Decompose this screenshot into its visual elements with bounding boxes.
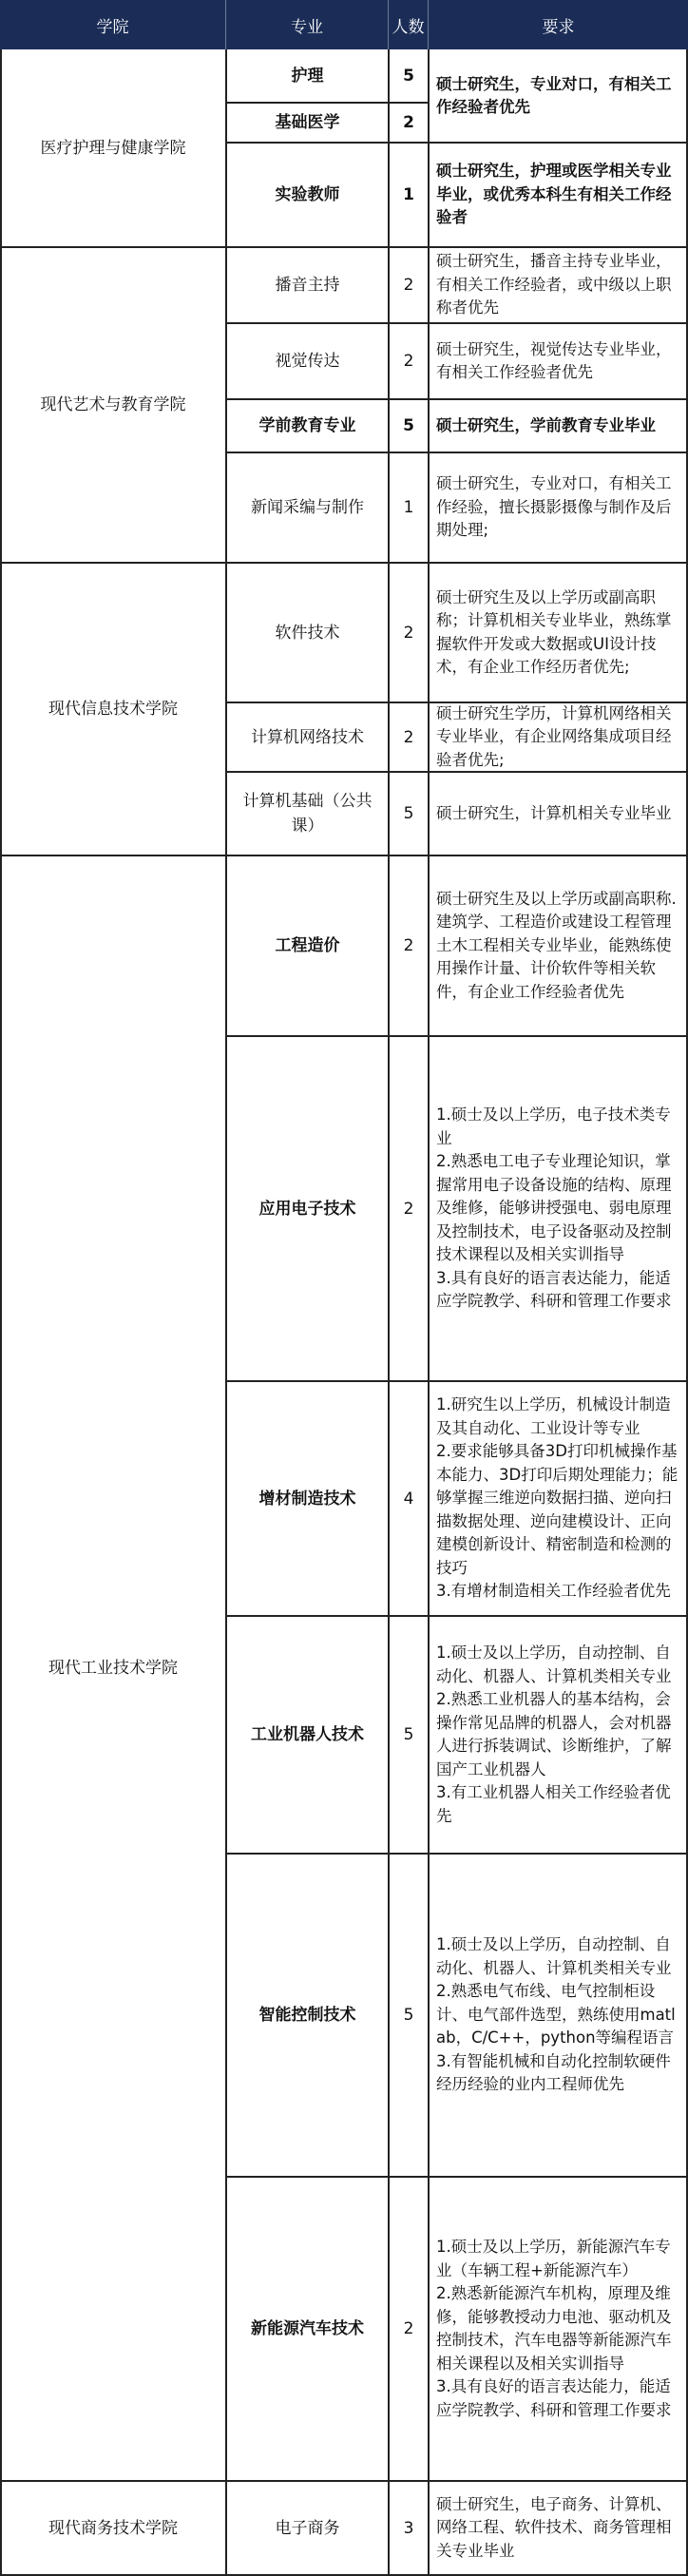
major-cell: 电子商务 <box>275 2518 340 2538</box>
count-cell: 5 <box>403 2006 414 2025</box>
count-cell: 2 <box>403 352 414 371</box>
count-cell: 2 <box>403 623 414 643</box>
row-divider <box>226 398 688 400</box>
requirement-cell <box>429 855 688 1036</box>
row-divider <box>0 855 688 856</box>
count-cell: 3 <box>403 2518 414 2538</box>
count-cell: 4 <box>403 1489 414 1509</box>
requirement-cell <box>429 1381 688 1616</box>
row-divider <box>226 142 688 144</box>
row-divider <box>226 1035 688 1037</box>
requirement-text: 1.硕士及以上学历，电子技术类专业 2.熟悉电工电子专业理论知识，掌握常用电子设备设施的结构、原理及维修，能够讲授强电、弱电原理及控制技术，电子设备驱动及控制技术课程以及相关实训指导 3.具有良好的语言表达能力，能适应学院教学、科研和管理工作要求 <box>436 1105 672 1311</box>
requirement-text: 1.硕士及以上学历，新能源汽车专业（车辆工程+新能源汽车） 2.熟悉新能源汽车机构，原理及维修，能够教授动力电池、驱动机及控制技术，汽车电器等新能源汽车相关课程以及相关实训指导 3.具有良好的语言表达能力，能适应学院教学、科研和管理工作要求 <box>436 2238 672 2419</box>
row-divider <box>0 562 688 564</box>
column-divider <box>388 49 390 2575</box>
requirement-text: 硕士研究生，电子商务、计算机、网络工程、软件技术、商务管理相关专业毕业 <box>436 2494 672 2560</box>
row-divider <box>226 1853 688 1855</box>
requirement-text: 1.硕士及以上学历，自动控制、自动化、机器人、计算机类相关专业 2.熟悉电气布线、电气控制柜设计、电气部件选型，熟练使用matlab，C/C++，python等编程语言 3.有智能机械和自动化控制软硬件经历经验的业内工程师优先 <box>436 1935 676 2094</box>
header-count: 人数 <box>389 0 429 49</box>
count-cell: 2 <box>403 113 414 132</box>
requirement-cell <box>429 2177 688 2481</box>
college-cell: 医疗护理与健康学院 <box>40 139 186 158</box>
row-divider <box>226 452 688 453</box>
requirement-cell <box>429 49 688 143</box>
count-cell: 2 <box>403 2319 414 2338</box>
header-major: 专业 <box>226 0 389 49</box>
requirement-text: 硕士研究生学历，计算机网络相关专业毕业，有企业网络集成项目经验者优先; <box>436 703 672 769</box>
row-divider <box>226 1615 688 1617</box>
requirement-cell <box>429 1036 688 1381</box>
row-divider <box>226 702 688 703</box>
count-cell: 1 <box>403 185 414 204</box>
requirement-text: 硕士研究生，学前教育专业毕业 <box>436 415 656 434</box>
requirement-cell <box>429 323 688 399</box>
requirement-text: 硕士研究生，视觉传达专业毕业，有相关工作经验者优先 <box>436 339 672 381</box>
requirement-cell <box>429 772 688 855</box>
column-divider <box>428 49 430 2575</box>
requirement-cell <box>429 2481 688 2575</box>
requirement-cell <box>429 1854 688 2177</box>
requirement-text: 1.研究生以上学历，机械设计制造及其自动化、工业设计等专业 2.要求能够具备3D打印机械操作基本能力、3D打印后期处理能力；能够掌握三维逆向数据扫描、逆向扫描数据处理、逆向建模设计、正向建模创新设计、精密制造和检测的技巧 3.有增材制造相关工作经验者优先 <box>436 1395 678 1601</box>
major-cell: 学前教育专业 <box>258 416 356 435</box>
column-divider <box>225 49 227 2575</box>
count-cell: 1 <box>403 498 414 517</box>
count-cell: 2 <box>403 936 414 955</box>
requirement-text: 硕士研究生及以上学历或副高职称；计算机相关专业毕业，熟练掌握软件开发或大数据或UI设计技术，有企业工作经历者优先; <box>436 587 672 676</box>
requirement-cell <box>429 452 688 563</box>
major-cell: 基础医学 <box>275 113 340 132</box>
college-cell: 现代艺术与教育学院 <box>40 395 186 414</box>
college-cell: 现代工业技术学院 <box>48 1659 178 1678</box>
requirement-cell <box>429 399 688 452</box>
row-divider <box>226 2176 688 2178</box>
requirement-text: 硕士研究生，专业对口，有相关工作经验，擅长摄影摄像与制作及后期处理; <box>436 474 672 540</box>
row-divider <box>226 771 688 773</box>
requirement-cell <box>429 702 688 772</box>
major-cell: 护理 <box>291 67 324 86</box>
major-cell: 工业机器人技术 <box>251 1725 364 1744</box>
major-cell: 视觉传达 <box>275 352 340 371</box>
requirement-cell <box>429 563 688 702</box>
college-cell: 现代信息技术学院 <box>48 700 178 719</box>
count-cell: 2 <box>403 276 414 295</box>
major-cell: 工程造价 <box>275 936 340 955</box>
count-cell: 5 <box>403 804 414 823</box>
count-cell: 2 <box>403 727 414 747</box>
count-cell: 2 <box>403 1199 414 1219</box>
major-cell: 播音主持 <box>275 276 340 295</box>
major-cell: 应用电子技术 <box>258 1199 356 1219</box>
requirement-cell <box>429 1616 688 1854</box>
college-cell: 现代商务技术学院 <box>48 2518 178 2538</box>
major-cell: 新闻采编与制作 <box>251 498 364 517</box>
count-cell: 5 <box>403 67 414 86</box>
major-cell: 实验教师 <box>275 185 340 204</box>
count-cell: 5 <box>403 1725 414 1744</box>
major-cell: 计算机网络技术 <box>251 727 364 747</box>
requirement-text: 硕士研究生，专业对口，有相关工作经验者优先 <box>436 74 672 116</box>
count-cell: 5 <box>403 416 414 435</box>
requirement-text: 硕士研究生，计算机相关专业毕业 <box>436 803 672 822</box>
row-divider <box>0 2480 688 2482</box>
major-cell: 计算机基础（公共课） <box>242 792 373 836</box>
requirement-text: 硕士研究生及以上学历或副高职称.建筑学、工程造价或建设工程管理土木工程相关专业毕业，能熟练使用操作计量、计价软件等相关软件，有企业工作经验者优先 <box>436 889 677 1001</box>
row-divider <box>226 322 688 324</box>
row-divider <box>0 246 688 248</box>
row-divider <box>226 1380 688 1382</box>
major-cell: 软件技术 <box>275 623 340 643</box>
header-college: 学院 <box>0 0 226 49</box>
major-cell: 增材制造技术 <box>258 1489 356 1509</box>
requirement-cell <box>429 143 688 247</box>
requirement-cell <box>429 247 688 323</box>
header-requirements: 要求 <box>429 0 688 49</box>
major-cell: 新能源汽车技术 <box>251 2319 364 2338</box>
row-divider <box>226 102 429 104</box>
table-border-left <box>0 49 2 2575</box>
requirement-text: 硕士研究生，护理或医学相关专业毕业，或优秀本科生有相关工作经验者 <box>436 162 672 227</box>
requirement-text: 硕士研究生，播音主持专业毕业，有相关工作经验者，或中级以上职称者优先 <box>436 252 672 317</box>
requirement-text: 1.硕士及以上学历，自动控制、自动化、机器人、计算机类相关专业 2.熟悉工业机器人的基本结构，会操作常见品牌的机器人，会对机器人进行拆装调试、诊断维护，了解国产工业机器人 3.有工业机器人相关工作经验者优先 <box>436 1644 672 1825</box>
major-cell: 智能控制技术 <box>258 2006 356 2025</box>
